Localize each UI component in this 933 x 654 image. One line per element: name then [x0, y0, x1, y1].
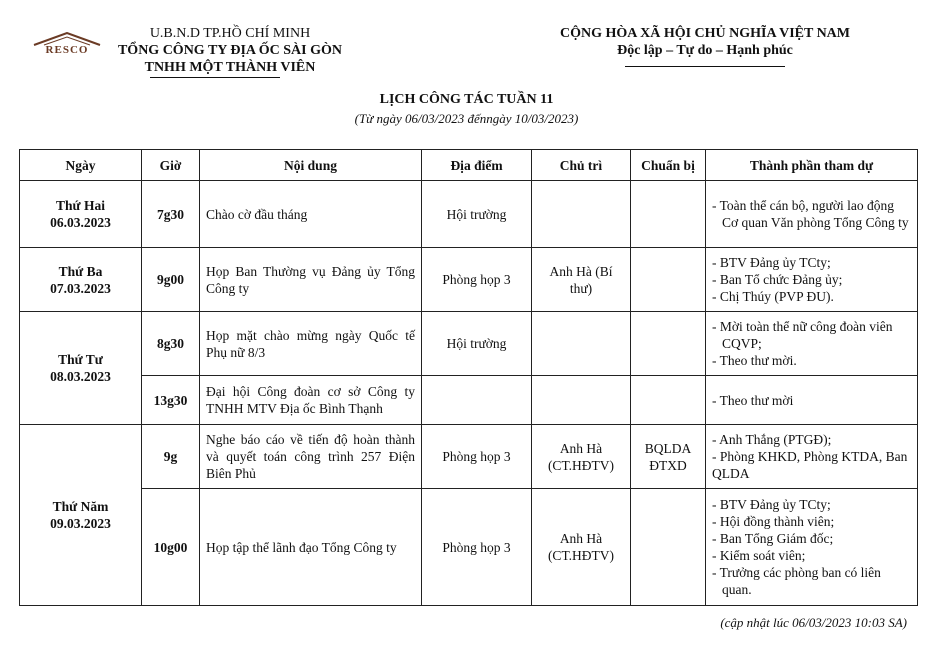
col-header-prep: Chuẩn bị — [631, 150, 706, 181]
day-date: 08.03.2023 — [50, 369, 111, 384]
attendee-item: - Ban Tổ chức Đảng ủy; — [712, 272, 843, 287]
header-left — [100, 25, 360, 76]
attendee-item: - Kiểm soát viên; — [712, 548, 806, 563]
page-subtitle: (Từ ngày 06/03/2023 đếnngày 10/03/2023) — [354, 111, 579, 126]
day-name: Thứ Năm — [52, 499, 109, 514]
table-row — [20, 425, 918, 489]
attendee-item: - Toàn thể cán bộ, người lao động Cơ quan Văn phòng Tổng Công ty — [712, 198, 909, 230]
day-date: 06.03.2023 — [50, 215, 111, 230]
attendee-item: - Anh Thắng (PTGĐ); — [712, 432, 832, 447]
chair-cell: Anh Hà (CT.HĐTV) — [532, 425, 631, 489]
header-left-underline — [150, 77, 280, 78]
header-right — [540, 25, 870, 59]
content-cell: Họp Ban Thường vụ Đảng ủy Tổng Công ty — [200, 248, 422, 312]
attendee-item: - Chị Thúy (PVP ĐU). — [712, 289, 834, 304]
attendees-cell — [706, 376, 918, 425]
header-right-underline — [625, 66, 785, 67]
day-cell — [20, 425, 142, 606]
table-row — [20, 248, 918, 312]
content-cell: Họp tập thể lãnh đạo Tổng Công ty — [200, 489, 422, 606]
attendee-item: - BTV Đảng ủy TCty; — [712, 497, 831, 512]
attendees-cell — [706, 248, 918, 312]
page-title: LỊCH CÔNG TÁC TUẦN 11 — [379, 92, 554, 107]
update-timestamp: (cập nhật lúc 06/03/2023 10:03 SA) — [720, 615, 907, 630]
schedule-table — [19, 149, 918, 606]
col-header-chair: Chủ trì — [532, 150, 631, 181]
day-cell — [20, 181, 142, 248]
time-cell: 9g00 — [142, 248, 200, 312]
time-cell: 7g30 — [142, 181, 200, 248]
attendee-item: - Theo thư mời. — [712, 353, 797, 368]
logo-text: RESCO — [45, 44, 89, 56]
time-cell: 9g — [142, 425, 200, 489]
chair-cell — [532, 376, 631, 425]
authority-name: U.B.N.D TP.HỒ CHÍ MINH — [149, 26, 311, 41]
table-row — [20, 181, 918, 248]
col-header-day: Ngày — [20, 150, 142, 181]
prep-cell — [631, 489, 706, 606]
day-name: Thứ Hai — [56, 198, 105, 213]
prep-cell — [631, 376, 706, 425]
attendee-item: - Ban Tổng Giám đốc; — [712, 531, 834, 546]
col-header-place: Địa điểm — [422, 150, 532, 181]
chair-cell: Anh Hà (CT.HĐTV) — [532, 489, 631, 606]
time-cell: 8g30 — [142, 312, 200, 376]
day-cell — [20, 312, 142, 425]
col-header-attendees: Thành phần tham dự — [706, 150, 918, 181]
prep-cell — [631, 248, 706, 312]
attendees-cell — [706, 489, 918, 606]
content-cell: Họp mặt chào mừng ngày Quốc tế Phụ nữ 8/3 — [200, 312, 422, 376]
content-cell: Chào cờ đầu tháng — [200, 181, 422, 248]
place-cell: Phòng họp 3 — [422, 489, 532, 606]
place-cell: Phòng họp 3 — [422, 248, 532, 312]
attendee-item: - Trưởng các phòng ban có liên quan. — [712, 565, 881, 597]
day-cell — [20, 248, 142, 312]
day-date: 07.03.2023 — [50, 280, 111, 296]
national-title: CỘNG HÒA XÃ HỘI CHỦ NGHĨA VIỆT NAM — [559, 26, 850, 41]
day-name: Thứ Tư — [58, 352, 103, 367]
company-type: TNHH MỘT THÀNH VIÊN — [144, 60, 316, 75]
attendees-cell — [706, 181, 918, 248]
national-motto: Độc lập – Tự do – Hạnh phúc — [617, 43, 793, 58]
attendees-cell — [706, 312, 918, 376]
attendee-item: - Phòng KHKD, Phòng KTDA, Ban QLDA — [712, 449, 908, 481]
table-row — [20, 376, 918, 425]
content-cell: Đại hội Công đoàn cơ sở Công ty TNHH MTV Địa ốc Bình Thạnh — [200, 376, 422, 425]
content-cell: Nghe báo cáo về tiến độ hoàn thành và quyết toán công trình 257 Điện Biên Phủ — [200, 425, 422, 489]
chair-cell: Anh Hà (Bí thư) — [532, 248, 631, 312]
time-cell: 13g30 — [142, 376, 200, 425]
chair-cell — [532, 181, 631, 248]
attendee-item: - Hội đồng thành viên; — [712, 514, 835, 529]
time-cell: 10g00 — [142, 489, 200, 606]
col-header-content: Nội dung — [200, 150, 422, 181]
attendee-item: - Mời toàn thể nữ công đoàn viên CQVP; — [712, 319, 893, 351]
attendee-item: - BTV Đảng ủy TCty; — [712, 255, 831, 270]
prep-cell: BQLDA ĐTXD — [631, 425, 706, 489]
col-header-time: Giờ — [142, 150, 200, 181]
prep-cell — [631, 312, 706, 376]
resco-logo — [32, 32, 102, 62]
place-cell: Phòng họp 3 — [422, 425, 532, 489]
day-date: 09.03.2023 — [50, 516, 111, 531]
table-row — [20, 312, 918, 376]
prep-cell — [631, 181, 706, 248]
place-cell: Hội trường — [422, 312, 532, 376]
place-cell: Hội trường — [422, 181, 532, 248]
attendee-item: - Theo thư mời — [712, 392, 794, 408]
place-cell — [422, 376, 532, 425]
table-row — [20, 489, 918, 606]
day-name: Thứ Ba — [58, 263, 103, 279]
company-name: TỔNG CÔNG TY ĐỊA ỐC SÀI GÒN — [117, 43, 343, 58]
chair-cell — [532, 312, 631, 376]
attendees-cell — [706, 425, 918, 489]
table-header-row — [20, 150, 918, 181]
